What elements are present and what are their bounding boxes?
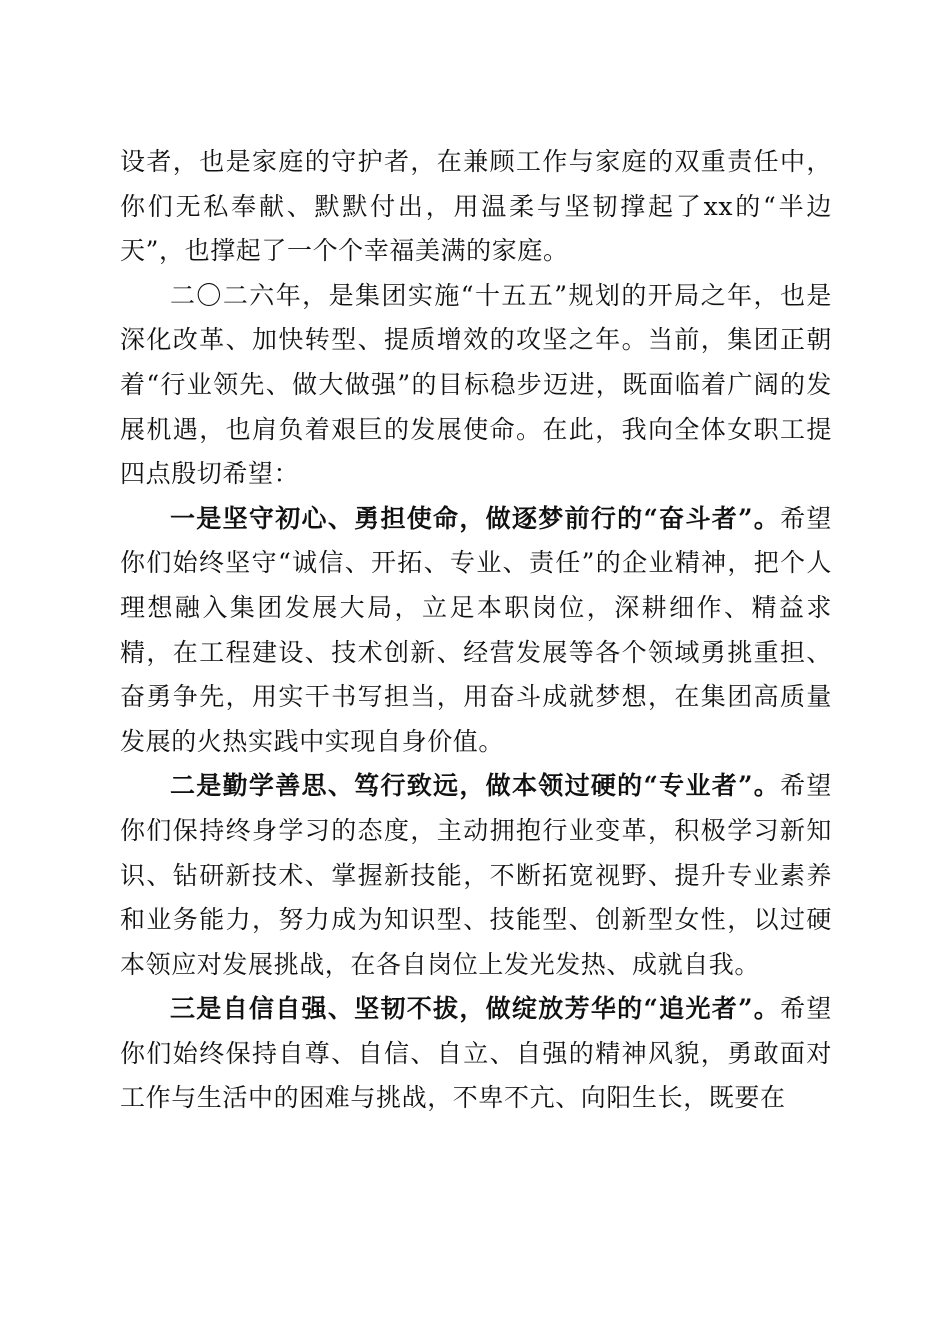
paragraph-lead: 三是自信自强、坚韧不拔，做绽放芳华的“追光者”。 <box>170 994 781 1024</box>
paragraph-text: 二〇二六年，是集团实施“十五五”规划的开局之年，也是深化改革、加快转型、提质增效的攻坚之年。当前，集团正朝着“行业领先、做大做强”的目标稳步迈进，既面临着广阔的发展机遇，也肩负着艰巨的发展使命。在此，我向全体女职工提四点殷切希望： <box>120 280 832 489</box>
paragraph-text: 希望你们始终坚守“诚信、开拓、专业、责任”的企业精神，把个人理想融入集团发展大局，立足本职岗位，深耕细作、精益求精，在工程建设、技术创新、经营发展等各个领域勇挑重担、奋勇争先，用实干书写担当，用奋斗成就梦想，在集团高质量发展的火热实践中实现自身价值。 <box>120 503 832 756</box>
paragraph-hope-2 <box>120 764 832 987</box>
document-body <box>120 140 832 1121</box>
paragraph-lead: 二是勤学善思、笃行致远，做本领过硬的“专业者”。 <box>170 771 781 801</box>
paragraph-text: 希望你们保持终身学习的态度，主动拥抱行业变革，积极学习新知识、钻研新技术、掌握新技能，不断拓宽视野、提升专业素养和业务能力，努力成为知识型、技能型、创新型女性，以过硬本领应对发展挑战，在各自岗位上发光发热、成就自我。 <box>120 771 832 979</box>
paragraph-continuation <box>120 140 832 274</box>
paragraph-lead: 一是坚守初心、勇担使命，做逐梦前行的“奋斗者”。 <box>170 503 781 533</box>
paragraph-hope-1 <box>120 497 832 765</box>
paragraph-text: 设者，也是家庭的守护者，在兼顾工作与家庭的双重责任中，你们无私奉献、默默付出，用温柔与坚韧撑起了xx的“半边天”，也撑起了一个个幸福美满的家庭。 <box>120 147 832 266</box>
paragraph-hope-3 <box>120 987 832 1121</box>
paragraph-intro <box>120 274 832 497</box>
paragraph-text: 希望你们始终保持自尊、自信、自立、自强的精神风貌，勇敢面对工作与生活中的困难与挑战，不卑不亢、向阳生长，既要在 <box>120 994 832 1113</box>
